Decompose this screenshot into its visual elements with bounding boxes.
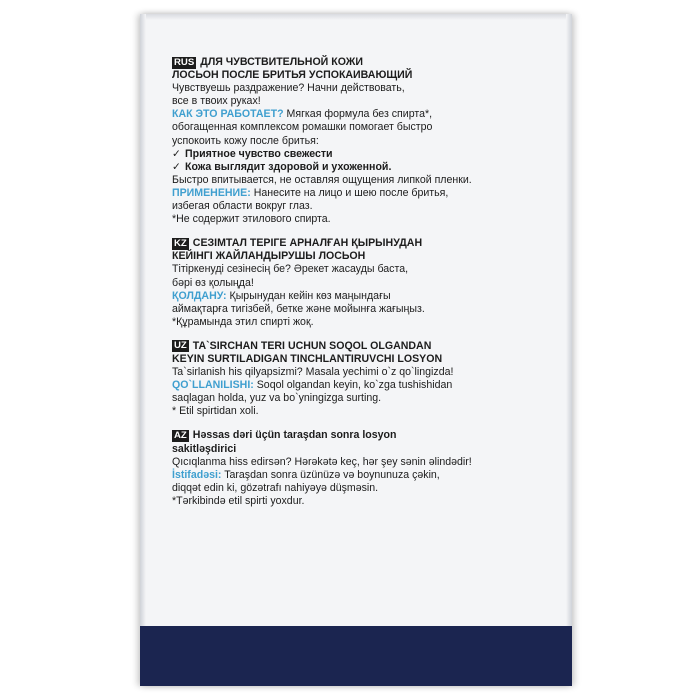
- section-rus: [172, 56, 552, 226]
- usage-label: QO`LLANILISHI:: [172, 379, 254, 392]
- check-icon: ✓: [172, 160, 181, 173]
- usage-text: Нанесите на лицо и шею после бритья,: [250, 186, 449, 199]
- usage-label: ПРИМЕНЕНИЕ:: [172, 186, 251, 199]
- language-code-badge: RUS: [174, 56, 195, 68]
- package-panel: [140, 14, 572, 686]
- language-code-badge: UZ: [174, 340, 187, 352]
- check-icon: ✓: [172, 147, 181, 160]
- intro-line: все в твоих руках!: [172, 95, 261, 108]
- usage-label: ҚОЛДАНУ:: [172, 289, 227, 302]
- usage-text: saqlagan holda, yuz va bo`yningizga surting.: [172, 392, 382, 405]
- usage-text: избегая области вокруг глаз.: [172, 200, 313, 213]
- title-line: ДЛЯ ЧУВСТВИТЕЛЬНОЙ КОЖИ: [200, 56, 363, 68]
- section-kz: [172, 237, 552, 329]
- section-title: [200, 56, 363, 69]
- language-code-badge: KZ: [174, 237, 187, 249]
- title-line: КЕЙІНГІ ЖАЙЛАНДЫРУШЫ ЛОСЬОН: [172, 250, 366, 263]
- intro-line: Тітіркенуді сезінесің бе? Әрекет жасауды баста,: [172, 263, 409, 276]
- title-line: СЕЗІМТАЛ ТЕРІГЕ АРНАЛҒАН ҚЫРЫНУДАН: [192, 237, 423, 250]
- how-it-works-text: успокоить кожу после бритья:: [172, 134, 319, 147]
- usage-text: Soqol olgandan keyin, ko`zga tushishidan: [253, 379, 453, 392]
- how-it-works-label: КАК ЭТО РАБОТАЕТ?: [172, 108, 284, 121]
- footnote: *Tərkibində etil spirti yoxdur.: [172, 494, 305, 507]
- footnote: *Не содержит этилового спирта.: [172, 213, 331, 226]
- section-header: [172, 56, 552, 69]
- usage-line: [172, 469, 552, 482]
- section-title: [193, 237, 422, 250]
- title-line: sakitləşdirici: [172, 442, 237, 455]
- instructions-text: [172, 56, 552, 519]
- intro-line: Ta`sirlanish his qilyapsizmi? Masala yechimi o`z qo`lingizda!: [172, 366, 454, 379]
- navy-color-band: [140, 626, 572, 686]
- package-top-edge: [140, 14, 572, 20]
- section-header: [172, 429, 552, 442]
- how-it-works-text: Мягкая формула без спирта*,: [283, 108, 433, 121]
- intro-line: Чувствуешь раздражение? Начни действовать,: [172, 82, 405, 95]
- usage-text: diqqət edin ki, gözətrafı nahiyəyə düşməsin.: [172, 481, 379, 494]
- usage-text: Taraşdan sonra üzünüzə və boynunuza çəkin,: [221, 468, 440, 481]
- title-line: Həssas dəri üçün taraşdan sonra losyon: [192, 429, 397, 442]
- usage-label: İstifadəsi:: [172, 468, 222, 481]
- section-az: [172, 429, 552, 508]
- footnote: *Құрамында этил спирті жоқ.: [172, 315, 314, 328]
- section-title: [193, 429, 397, 442]
- usage-line: [172, 379, 552, 392]
- benefit-item: [172, 161, 552, 174]
- package-right-edge: [566, 14, 572, 686]
- how-it-works-line: [172, 108, 552, 121]
- absorb-text: Быстро впитывается, не оставляя ощущения липкой пленки.: [172, 173, 472, 186]
- footnote: * Etil spirtidan xoli.: [172, 405, 259, 418]
- usage-text: Қырынудан кейін көз маңындағы: [226, 289, 391, 302]
- intro-line: Qıcıqlanma hiss edirsən? Hərəkətə keç, hər şey sənin əlindədir!: [172, 455, 472, 468]
- intro-line: бәрі өз қолыңда!: [172, 276, 254, 289]
- section-header: [172, 237, 552, 250]
- title-line: TA`SIRCHAN TERI UCHUN SOQOL OLGANDAN: [192, 339, 432, 352]
- usage-line: [172, 290, 552, 303]
- usage-line: [172, 187, 552, 200]
- benefit-item: [172, 148, 552, 161]
- section-title: [193, 340, 432, 353]
- package-left-edge: [140, 14, 146, 686]
- title-line: ЛОСЬОН ПОСЛЕ БРИТЬЯ УСПОКАИВАЮЩИЙ: [172, 69, 413, 82]
- language-code-badge: AZ: [174, 429, 187, 441]
- benefit-text: Приятное чувство свежести: [185, 147, 333, 160]
- section-uz: [172, 340, 552, 419]
- title-line: KEYIN SURTILADIGAN TINCHLANTIRUVCHI LOSYON: [172, 352, 443, 365]
- benefit-text: Кожа выглядит здоровой и ухоженной.: [185, 160, 392, 173]
- how-it-works-text: обогащенная комплексом ромашки помогает быстро: [172, 121, 433, 134]
- section-header: [172, 340, 552, 353]
- usage-text: аймақтарға тигізбей, бетке және мойынға жағыңыз.: [172, 302, 425, 315]
